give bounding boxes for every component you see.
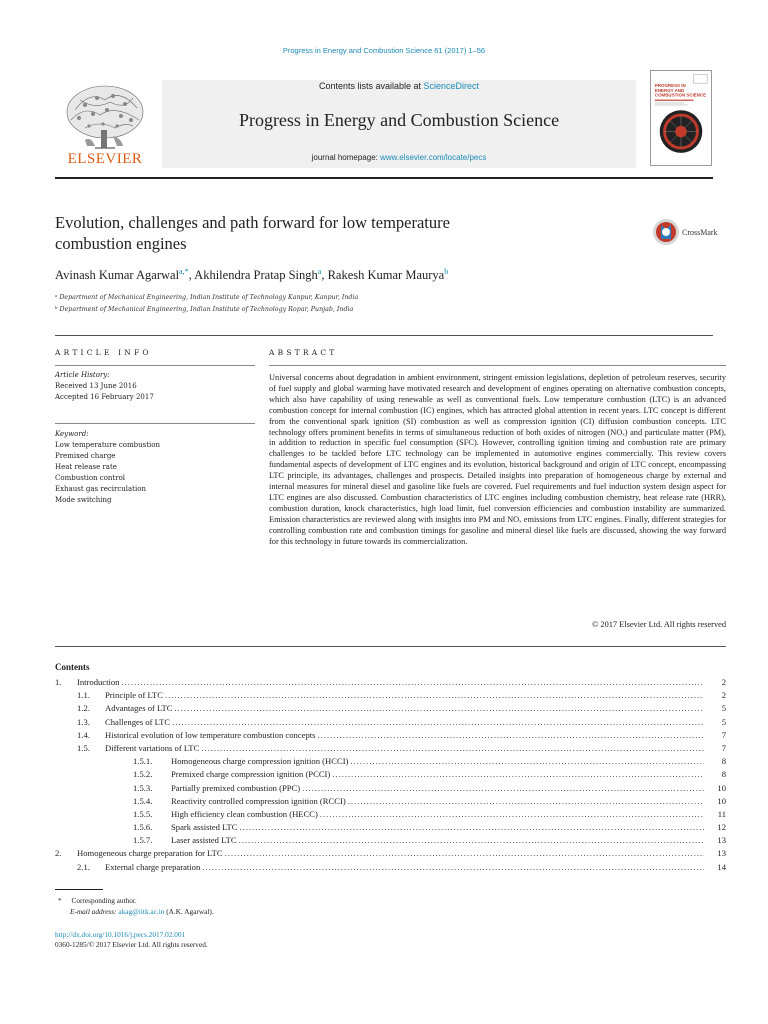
toc-leader-dots: [302, 783, 704, 793]
keywords-block: [55, 429, 255, 506]
toc-leader-dots: [332, 769, 704, 779]
keyword-item: Exhaust gas recirculation: [55, 485, 146, 493]
corresponding-author-text: Corresponding author.: [71, 896, 137, 905]
toc-leader-dots: [320, 809, 704, 819]
abstract-copyright: © 2017 Elsevier Ltd. All rights reserved: [591, 620, 726, 629]
abstract-divider: [269, 365, 726, 366]
toc-leader-dots: [202, 862, 704, 872]
author-separator: ,: [321, 268, 328, 283]
toc-entry-number: 2.1.: [77, 861, 90, 872]
article-info-rule: [55, 335, 713, 336]
toc-entry-page[interactable]: 10: [717, 795, 726, 806]
toc-entry-page[interactable]: 2: [721, 690, 726, 701]
article-history: [55, 370, 255, 403]
toc-entry[interactable]: [55, 862, 726, 875]
toc-entry-page[interactable]: 8: [721, 756, 726, 767]
toc-entry[interactable]: [55, 677, 726, 690]
abstract-text: [269, 373, 726, 548]
author-name[interactable]: Rakesh Kumar Maurya: [327, 268, 445, 283]
footnote-rule: [55, 889, 103, 890]
toc-entry[interactable]: [55, 796, 726, 809]
contents-prefix: Contents lists available at: [318, 81, 424, 91]
toc-entry-page[interactable]: 13: [717, 848, 726, 859]
doi-line: [55, 930, 185, 939]
toc-entry-title[interactable]: Different variations of LTC: [105, 742, 200, 753]
toc-entry-number: 1.5.: [77, 742, 90, 753]
toc-entry-number: 1.5.1.: [133, 756, 153, 767]
toc-entry-title[interactable]: Advantages of LTC: [105, 703, 173, 714]
toc-entry[interactable]: [55, 822, 726, 835]
toc-leader-dots: [318, 730, 705, 740]
toc-entry-number: 1.1.: [77, 690, 90, 701]
toc-entry-number: 1.: [55, 677, 62, 687]
toc-leader-dots: [172, 717, 704, 727]
sciencedirect-link[interactable]: ScienceDirect: [423, 81, 480, 91]
toc-entry[interactable]: [55, 756, 726, 769]
author-list: [55, 267, 448, 283]
contents-available-line: [162, 81, 636, 91]
keyword-item: Heat release rate: [55, 463, 117, 471]
toc-entry[interactable]: [55, 848, 726, 861]
toc-entry[interactable]: [55, 783, 726, 796]
toc-entry[interactable]: [55, 690, 726, 703]
toc-entry-title[interactable]: High efficiency clean combustion (HECC): [171, 808, 318, 819]
homepage-prefix: journal homepage:: [311, 153, 381, 162]
accepted-date: Accepted 16 February 2017: [55, 393, 154, 401]
affiliation-a: ᵃ Department of Mechanical Engineering, Indian Institute of Technology Kanpur, Kanpur, India: [55, 294, 359, 301]
toc-entry-number: 1.4.: [77, 729, 90, 740]
toc-entry-title[interactable]: Laser assisted LTC: [171, 835, 237, 846]
author-separator: ,: [188, 268, 195, 283]
toc-entry-title[interactable]: Partially premixed combustion (PPC): [171, 782, 301, 793]
elsevier-wordmark: ELSEVIER: [67, 151, 143, 167]
toc-entry-number: 1.5.5.: [133, 808, 153, 819]
toc-leader-dots: [174, 703, 704, 713]
contents-heading: Contents: [55, 662, 90, 672]
article-title: [55, 212, 595, 254]
affiliation-b: ᵇ Department of Mechanical Engineering, Indian Institute of Technology Ropar, Punjab, India: [55, 306, 354, 313]
toc-entry-number: 1.5.6.: [133, 822, 153, 833]
toc-entry-title[interactable]: Challenges of LTC: [105, 716, 171, 727]
toc-leader-dots: [240, 822, 704, 832]
toc-leader-dots: [201, 743, 704, 753]
article-info-divider: [55, 365, 255, 366]
cover-title-line-1: PROGRESS IN: [654, 83, 686, 89]
cover-title-line-3: COMBUSTION SCIENCE: [654, 92, 707, 98]
author-affiliation-mark[interactable]: a,*: [179, 267, 189, 276]
toc-entry-page[interactable]: 12: [717, 822, 726, 833]
article-title-line-2: combustion engines: [55, 234, 187, 253]
keyword-item: Premixed charge: [55, 452, 116, 460]
toc-entry-number: 1.5.3.: [133, 782, 153, 793]
article-info-heading: ARTICLE INFO: [55, 348, 152, 357]
toc-entry-title[interactable]: Homogeneous charge preparation for LTC: [77, 848, 223, 859]
toc-entry-page[interactable]: 5: [721, 703, 726, 714]
journal-homepage-line: [162, 153, 636, 162]
toc-entry-number: 1.5.7.: [133, 835, 153, 846]
toc-entry-title[interactable]: Historical evolution of low temperature combustion concepts: [105, 729, 316, 740]
toc-leader-dots: [348, 796, 704, 806]
abstract-heading: ABSTRACT: [269, 348, 338, 357]
email-label: E-mail address:: [70, 907, 119, 916]
toc-entry-page[interactable]: 10: [717, 782, 726, 793]
toc-entry[interactable]: [55, 809, 726, 822]
toc-entry-number: 1.5.4.: [133, 795, 153, 806]
toc-entry-title[interactable]: External charge preparation: [105, 861, 201, 872]
keywords-divider: [55, 423, 255, 424]
toc-leader-dots: [239, 835, 704, 845]
author-name[interactable]: Avinash Kumar Agarwal: [55, 268, 180, 283]
history-label: Article History:: [55, 371, 110, 379]
toc-entry[interactable]: [55, 703, 726, 716]
table-of-contents: [55, 677, 726, 875]
toc-leader-dots: [350, 756, 704, 766]
journal-title: Progress in Energy and Combustion Science: [238, 110, 560, 130]
doi-link[interactable]: http://dx.doi.org/10.1016/j.pecs.2017.02.001: [55, 930, 186, 939]
article-title-line-1: Evolution, challenges and path forward for low temperature: [55, 213, 450, 232]
corresponding-author-note: [58, 896, 137, 905]
email-note: [70, 907, 214, 916]
email-suffix: (A.K. Agarwal).: [164, 907, 214, 916]
toc-leader-dots: [225, 848, 704, 858]
toc-entry-number: 2.: [55, 848, 62, 859]
toc-entry-number: 1.2.: [77, 703, 90, 714]
toc-entry[interactable]: [55, 769, 726, 782]
received-date: Received 13 June 2016: [55, 382, 137, 390]
email-link[interactable]: akag@iitk.ac.in: [118, 907, 165, 916]
homepage-link[interactable]: www.elsevier.com/locate/pecs: [380, 153, 487, 162]
toc-leader-dots: [121, 677, 704, 687]
toc-entry-page[interactable]: 8: [721, 769, 726, 780]
author-affiliation-mark[interactable]: b: [444, 267, 449, 276]
toc-entry-title[interactable]: Reactivity controlled compression ignition (RCCI): [171, 795, 346, 806]
toc-entry[interactable]: [55, 835, 726, 848]
toc-entry-page[interactable]: 2: [721, 677, 726, 687]
author-name[interactable]: Akhilendra Pratap Singh: [194, 268, 318, 283]
keyword-item: Low temperature combustion: [55, 441, 160, 449]
keyword-label: Keyword:: [55, 430, 89, 438]
header-rule: [55, 177, 713, 179]
toc-entry[interactable]: [55, 730, 726, 743]
toc-entry[interactable]: [55, 717, 726, 730]
journal-citation[interactable]: Progress in Energy and Combustion Science 61 (2017) 1–56: [282, 46, 486, 55]
toc-entry-page[interactable]: 5: [721, 716, 726, 727]
toc-entry-page[interactable]: 7: [721, 742, 726, 753]
toc-entry-title[interactable]: Premixed charge compression ignition (PCCI): [171, 769, 331, 780]
cover-title-line-2: ENERGY AND: [654, 87, 685, 93]
toc-entry-number: 1.3.: [77, 716, 90, 727]
crossmark-label[interactable]: CrossMark: [682, 228, 718, 237]
toc-entry-page[interactable]: 7: [721, 729, 726, 740]
toc-entry-title[interactable]: Principle of LTC: [105, 690, 163, 701]
author-affiliation-mark[interactable]: a: [317, 267, 322, 276]
toc-leader-dots: [165, 690, 704, 700]
keyword-item: Combustion control: [55, 474, 126, 482]
footnote-star: *: [58, 896, 62, 905]
toc-entry[interactable]: [55, 743, 726, 756]
contents-rule: [55, 646, 726, 647]
issn-line: 0360-1285/© 2017 Elsevier Ltd. All rights reserved.: [55, 940, 208, 949]
toc-entry-title[interactable]: Spark assisted LTC: [171, 822, 238, 833]
abstract-paragraph: Universal concerns about degradation in ambient environment, stringent emission legislations, depletion of petroleum reserves, security of fuel supply and global warming have motivated research and development of engines operating on alternative combustion concepts, which also have capability of using renewable as well as conventional fuels. Low temperature combustion (LTC) is an advanced combustion concept for internal combustion (IC) engines, which has attracted global attention in recent years. LTC concept is different from the conventional spark ignition (SI) combustion as well as compression ignition (CI) diffusion combustion concepts. LTC technology offers prominent benefits in terms of simultaneous reduction of both oxides of nitrogen (NOₓ) and particulate matter (PM), in addition to reduction in specific fuel consumption (SFC). However, controlling ignition timing and combustion rate are primary challenges to be tackled before LTC technology can be implemented in automotive engines commercially. This review covers fundamental aspects of development of LTC engines and its evolution, historical background and origin of LTC concept, encompassing LTC principle, its advantages, challenges and prospects. Detailed insights into preparation of homogeneous charge by external and internal measures for mineral diesel and gasoline like fuels are covered. Fuel requirements and fuel induction system design aspect for LTC engines are also discussed. Combustion characteristics of LTC engines including combustion chemistry, heat release rate (HRR), combustion duration, knock characteristics, high load limit, fuel conversion efficiencies and combustion instability are summarized. Emission characteristics are reviewed along with insights into PM and NOₓ emissions from LTC engines. Finally, different strategies for controlling combustion rate and combustion timings for gasoline and mineral diesel like fuels are discussed, showing the way forward for this technology in future towards its commercialization.: [269, 373, 726, 546]
crossmark-icon[interactable]: [652, 217, 680, 247]
toc-entry-page[interactable]: 11: [717, 808, 726, 819]
toc-entry-page[interactable]: 14: [717, 861, 726, 872]
toc-entry-number: 1.5.2.: [133, 769, 153, 780]
journal-cover-thumbnail[interactable]: [650, 70, 712, 166]
keyword-item: Mode switching: [55, 496, 112, 504]
toc-entry-title[interactable]: Homogeneous charge compression ignition (HCCI): [171, 756, 349, 767]
toc-entry-page[interactable]: 13: [717, 835, 726, 846]
toc-entry-title[interactable]: Introduction: [77, 677, 120, 687]
